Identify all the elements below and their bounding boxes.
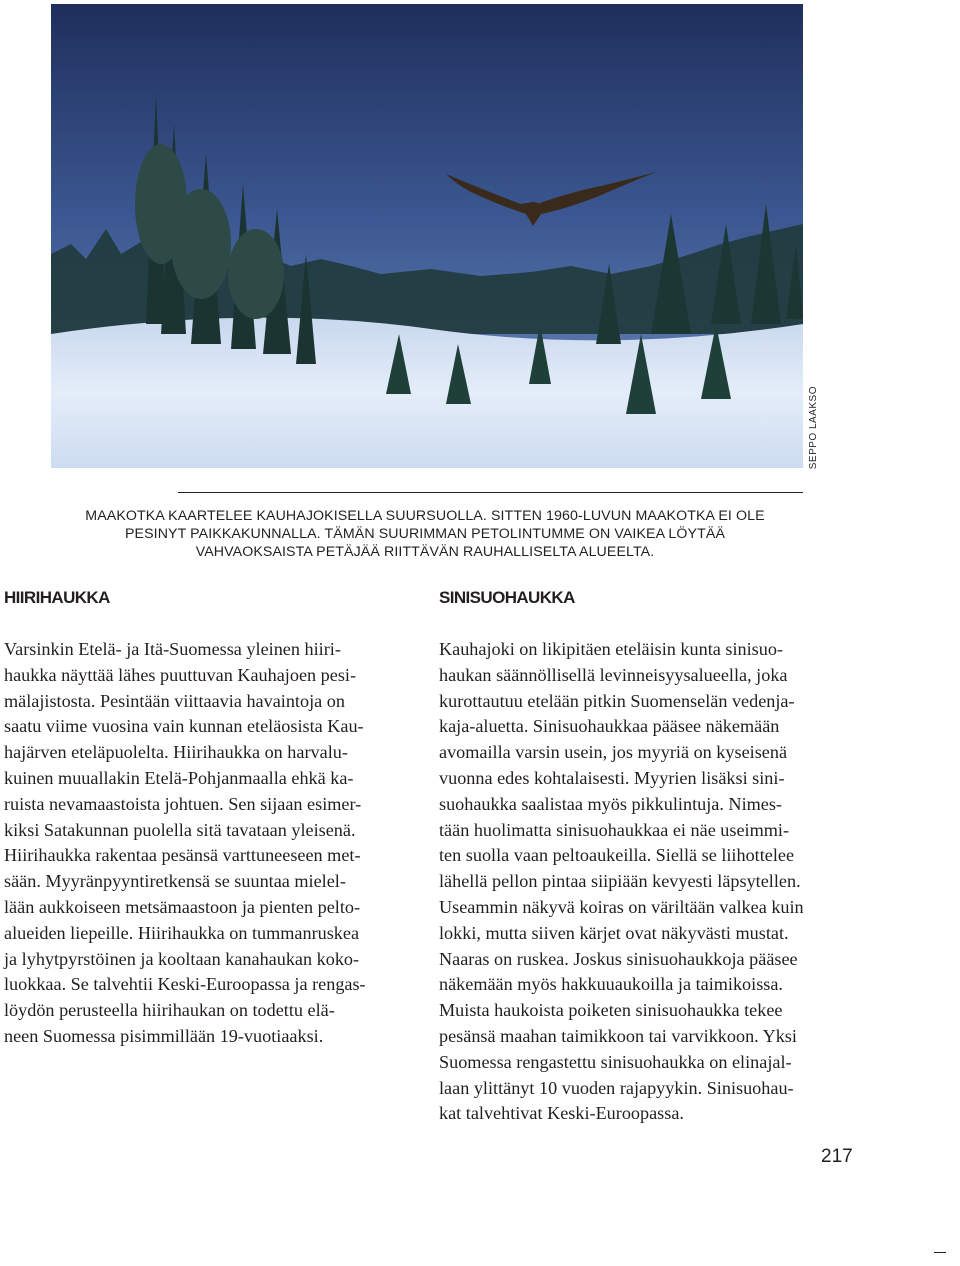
caption-line: MAAKOTKA KAARTELEE KAUHAJOKISELLA SUURSUOLLA. SITTEN 1960-LUVUN MAAKOTKA EI OLE xyxy=(85,508,765,524)
text-line: kurottautuu etelään pitkin Suomenselän vedenja- xyxy=(439,690,795,711)
text-line: avomailla varsin usein, jos myyriä on kyseisenä xyxy=(439,742,788,763)
text-line: lähellä pellon pintaa siipiään kevyesti läpsytellen. xyxy=(439,871,801,892)
text-line: ten suolla vaan peltoaukeilla. Siellä se liihottelee xyxy=(439,845,795,866)
heading-sinisuohaukka: SINISUOHAUKKA xyxy=(439,588,575,607)
text-line: suohaukka saalistaa myös pikkulintuja. Nimes- xyxy=(439,793,782,814)
text-line: kiksi Satakunnan puolella sitä tavataan yleisenä. xyxy=(4,819,356,840)
text-line: ruista nevamaastoista johtuen. Sen sijaan esimer- xyxy=(4,793,362,814)
text-line: Useammin näkyvä koiras on väriltään valkea kuin xyxy=(439,896,804,917)
text-line: Hiirihaukka rakentaa pesänsä varttuneeseen met- xyxy=(4,845,361,866)
text-line: kaja-aluetta. Sinisuohaukkaa pääsee näkemään xyxy=(439,716,780,737)
text-line: lään aukkoiseen metsämaastoon ja pienten pelto- xyxy=(4,896,361,917)
text-line: mälajistosta. Pesintään viittaavia havaintoja on xyxy=(4,690,345,711)
text-line: lokki, mutta siiven kärjet ovat näkyvästi mustat. xyxy=(439,922,789,943)
text-line: Varsinkin Etelä- ja Itä-Suomessa yleinen hiiri- xyxy=(4,639,341,659)
text-line: kat talvehtivat Keski-Euroopassa. xyxy=(439,1103,684,1124)
text-line: laan ylittänyt 10 vuoden rajapyykin. Sinisuohau- xyxy=(439,1077,794,1098)
photo-credit: SEPPO LAAKSO xyxy=(808,386,819,470)
right-column-text xyxy=(439,637,854,1127)
text-line: vuonna edes kohtalaisesti. Myyrien lisäksi sini- xyxy=(439,767,785,788)
left-column-text xyxy=(4,637,419,1050)
text-line: alueiden liepeille. Hiirihaukka on tummanruskea xyxy=(4,922,360,943)
text-line: ja lyhytpyrstöinen ja kooltaan kanahaukan koko- xyxy=(4,948,360,969)
page-number: 217 xyxy=(821,1146,853,1167)
text-line: tään huolimatta sinisuohaukkaa ei näe useimmi- xyxy=(439,819,790,840)
text-line: Naaras on ruskea. Joskus sinisuohaukkoja pääsee xyxy=(439,948,798,969)
text-line: Suomessa rengastettu sinisuohaukka on elinajal- xyxy=(439,1051,792,1072)
text-line: kuinen muuallakin Etelä-Pohjanmaalla ehkä ka- xyxy=(4,767,354,788)
caption-line: VAHVAOKSAISTA PETÄJÄÄ RIITTÄVÄN RAUHALLISELTA ALUEELTA. xyxy=(195,544,655,560)
text-line: hajärven eteläpuolelta. Hiirihaukka on harvalu- xyxy=(4,742,348,763)
text-line: neen Suomessa pisimmillään 19-vuotiaaksi. xyxy=(4,1025,324,1046)
caption-divider xyxy=(178,492,803,493)
crop-mark xyxy=(934,1252,946,1253)
photo-caption xyxy=(40,507,810,561)
caption-line: PESINYT PAIKKAKUNNALLA. TÄMÄN SUURIMMAN PETOLINTUMME ON VAIKEA LÖYTÄÄ xyxy=(124,526,726,542)
text-line: sään. Myyränpyyntiretkensä se suuntaa mielel- xyxy=(4,871,346,892)
text-line: saatu viime vuosina vain kunnan eteläosista Kau- xyxy=(4,716,364,737)
text-line: haukka näyttää lähes puuttuvan Kauhajoen pesi- xyxy=(4,664,357,685)
eagle-photo xyxy=(51,4,803,468)
text-line: Kauhajoki on likipitäen eteläisin kunta sinisuo- xyxy=(439,639,783,659)
heading-hiirihaukka: HIIRIHAUKKA xyxy=(4,588,110,607)
text-line: löydön perusteella hiirihaukan on todettu elä- xyxy=(4,1000,335,1021)
text-line: pesänsä maahan taimikkoon tai varvikkoon. Yksi xyxy=(439,1025,797,1046)
text-line: näkemään myös hakkuuaukoilla ja taimikoissa. xyxy=(439,974,783,995)
text-line: Muista haukoista poiketen sinisuohaukka tekee xyxy=(439,1000,783,1021)
text-line: luokkaa. Se talvehtii Keski-Euroopassa ja rengas- xyxy=(4,974,366,995)
text-line: haukan säännöllisellä levinneisyysalueella, joka xyxy=(439,664,788,685)
